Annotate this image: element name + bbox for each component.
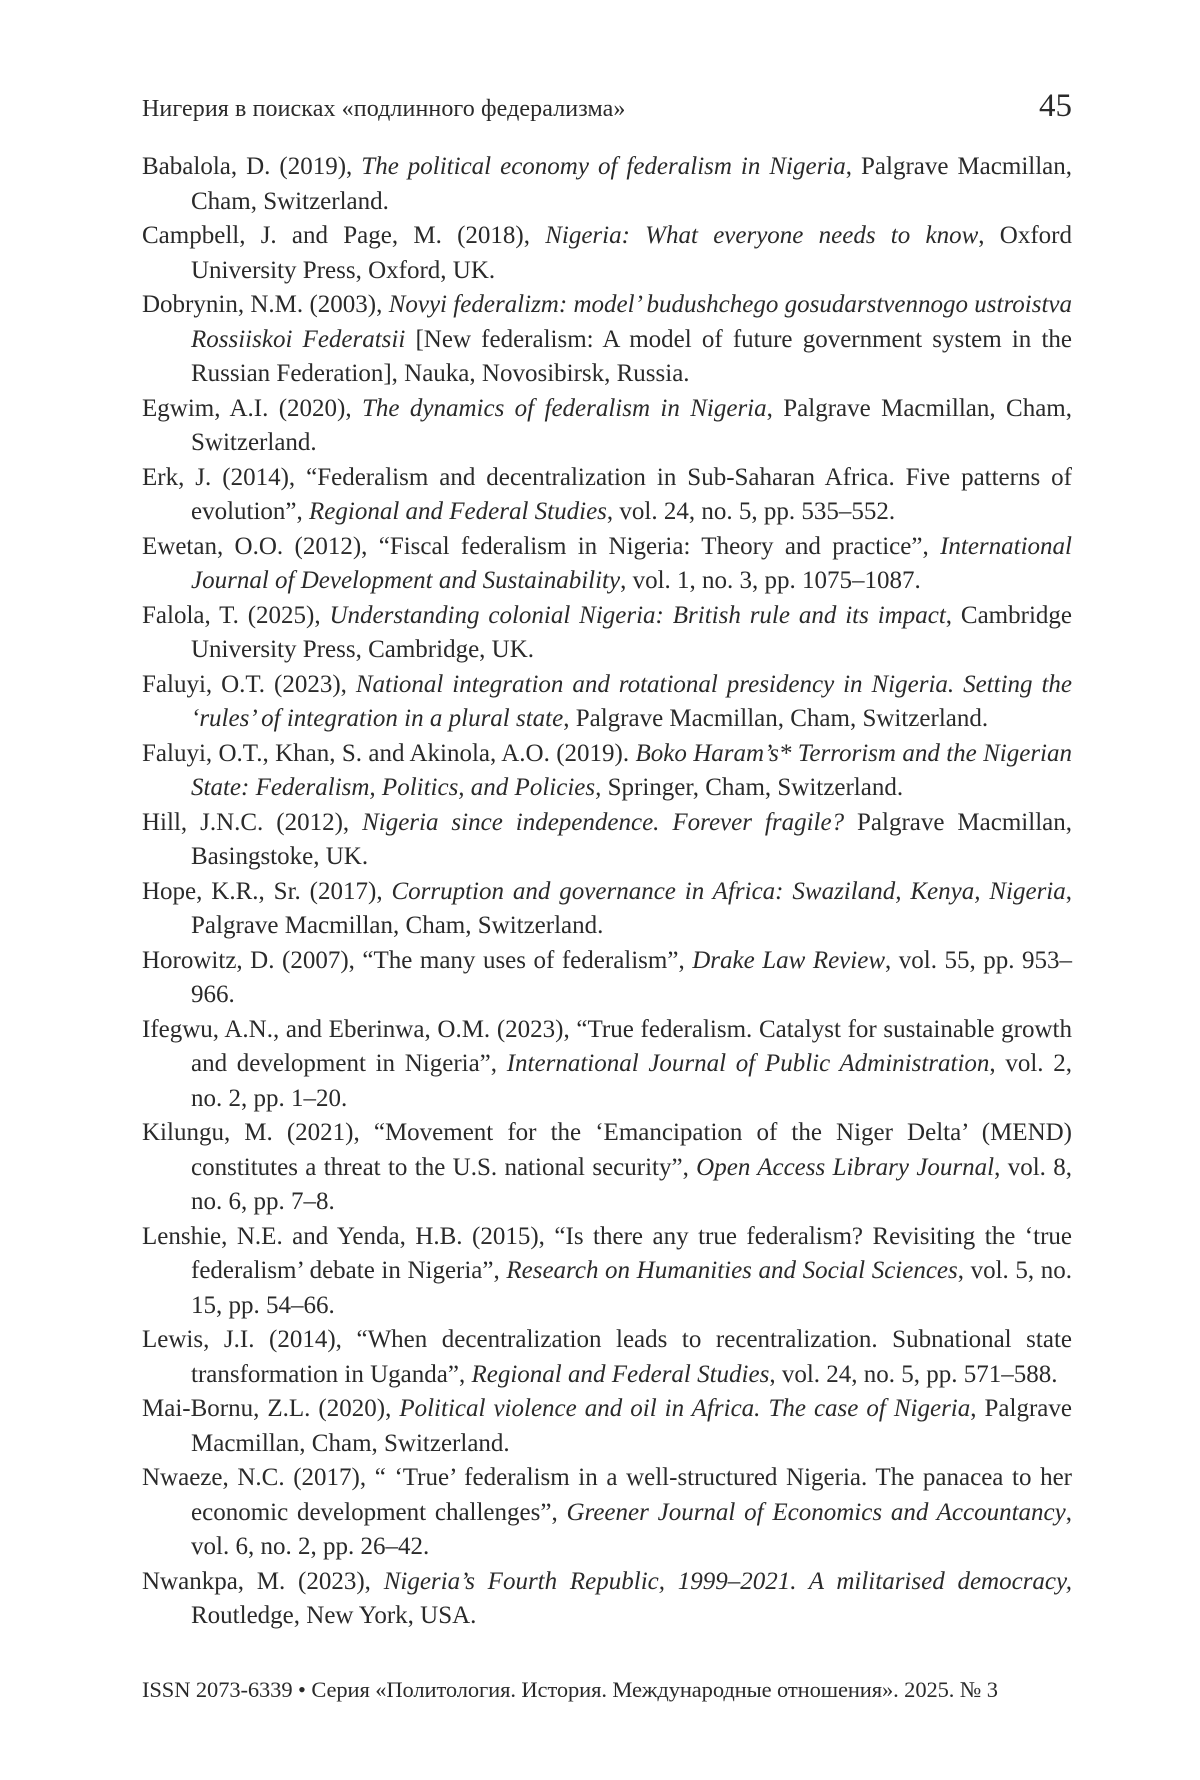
page-footer: ISSN 2073-6339 • Серия «Политология. История. Международные отношения». 2025. № 3	[142, 1677, 998, 1702]
reference-item: Ifegwu, A.N., and Eberinwa, O.M. (2023), “True federalism. Catalyst for sustainable growth and development in Nigeria”, International Journal of Public Administration, vol. 2, no. 2, pp. 1–20.	[142, 1015, 1072, 1112]
reference-item: Faluyi, O.T., Khan, S. and Akinola, A.O. (2019). Boko Haram’s* Terrorism and the Nigerian State: Federalism, Politics, and Policies, Springer, Cham, Switzerland.	[142, 739, 1072, 801]
reference-item: Faluyi, O.T. (2023), National integration and rotational presidency in Nigeria. Setting the ‘rules’ of integration in a plural state, Palgrave Macmillan, Cham, Switzerland.	[142, 670, 1072, 732]
reference-item: Ewetan, O.O. (2012), “Fiscal federalism in Nigeria: Theory and practice”, International Journal of Development and Sustainability, vol. 1, no. 3, pp. 1075–1087.	[142, 532, 1072, 594]
reference-item: Kilungu, M. (2021), “Movement for the ‘Emancipation of the Niger Delta’ (MEND) constitutes a threat to the U.S. national security”, Open Access Library Journal, vol. 8, no. 6, pp. 7–8.	[142, 1119, 1072, 1215]
reference-list	[142, 150, 1072, 1634]
reference-item: Nwaeze, N.C. (2017), “ ‘True’ federalism in a well-structured Nigeria. The panacea to her economic development challenges”, Greener Journal of Economics and Accountancy, vol. 6, no. 2, pp. 26–42.	[142, 1464, 1072, 1560]
reference-item: Babalola, D. (2019), The political economy of federalism in Nigeria, Palgrave Macmillan, Cham, Switzerland.	[142, 153, 1073, 215]
reference-item: Lenshie, N.E. and Yenda, H.B. (2015), “Is there any true federalism? Revisiting the ‘true federalism’ debate in Nigeria”, Research on Humanities and Social Sciences, vol. 5, no. 15, pp. 54–66.	[142, 1222, 1072, 1319]
reference-item: Dobrynin, N.M. (2003), Novyi federalizm: model’ budushchego gosudarstvennogo ustroistva Rossiiskoi Federatsii [New federalism: A model of future government system in the Russian Federation], Nauka, Novosibirsk, Russia.	[142, 291, 1072, 387]
page-number: 45	[1039, 88, 1072, 124]
reference-item: Falola, T. (2025), Understanding colonial Nigeria: British rule and its impact, Cambridge University Press, Cambridge, UK.	[142, 601, 1072, 663]
reference-item: Erk, J. (2014), “Federalism and decentralization in Sub-Saharan Africa. Five patterns of evolution”, Regional and Federal Studies, vol. 24, no. 5, pp. 535–552.	[142, 463, 1072, 525]
reference-item: Nwankpa, M. (2023), Nigeria’s Fourth Republic, 1999–2021. A militarised democracy, Routledge, New York, USA.	[142, 1567, 1072, 1629]
reference-item: Egwim, A.I. (2020), The dynamics of federalism in Nigeria, Palgrave Macmillan, Cham, Switzerland.	[142, 394, 1073, 456]
reference-item: Horowitz, D. (2007), “The many uses of federalism”, Drake Law Review, vol. 55, pp. 953–966.	[142, 946, 1072, 1008]
running-header	[142, 88, 1072, 128]
reference-item: Lewis, J.I. (2014), “When decentralization leads to recentralization. Subnational state transformation in Uganda”, Regional and Federal Studies, vol. 24, no. 5, pp. 571–588.	[142, 1326, 1072, 1388]
document-page	[142, 0, 1072, 1780]
running-title: Нигерия в поисках «подлинного федерализма»	[142, 96, 626, 122]
reference-item: Hope, K.R., Sr. (2017), Corruption and governance in Africa: Swaziland, Kenya, Nigeria, Palgrave Macmillan, Cham, Switzerland.	[142, 877, 1072, 939]
reference-item: Campbell, J. and Page, M. (2018), Nigeria: What everyone needs to know, Oxford University Press, Oxford, UK.	[142, 222, 1072, 284]
reference-item: Hill, J.N.C. (2012), Nigeria since independence. Forever fragile? Palgrave Macmillan, Basingstoke, UK.	[142, 808, 1072, 870]
reference-item: Mai-Bornu, Z.L. (2020), Political violence and oil in Africa. The case of Nigeria, Palgrave Macmillan, Cham, Switzerland.	[142, 1395, 1072, 1457]
